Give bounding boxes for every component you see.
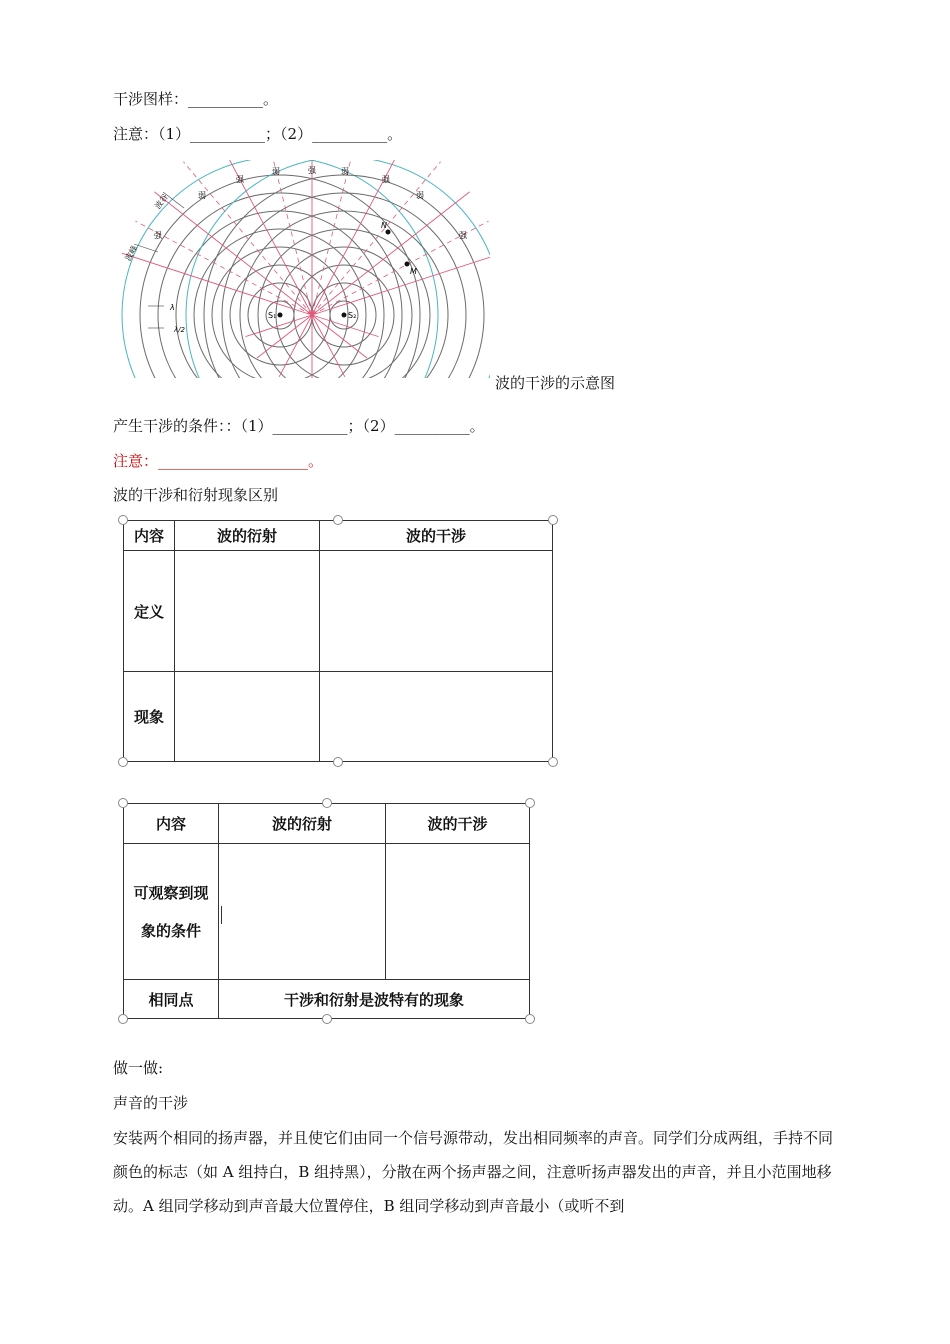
label-lambda: λ [170,303,175,312]
text-cursor [221,906,222,924]
table2-row-common: 相同点 [124,980,219,1019]
label-strong-1: 强 [236,175,244,184]
table1-header-content: 内容 [124,521,175,551]
table1-cell[interactable] [175,672,320,762]
label-n: N [381,221,387,230]
table1-row-phenomenon: 现象 [124,672,175,762]
comparison-table-2 [123,803,530,1019]
conditions-line: 产生干涉的条件：：（1）__________；（2）__________。 [113,417,485,435]
interference-pattern-line: 干涉图样：__________。 [113,90,279,108]
resize-handle[interactable] [525,798,535,808]
resize-handle[interactable] [548,757,558,767]
resize-handle[interactable] [333,515,343,525]
table2-header-content: 内容 [124,804,219,844]
activity-title: 做一做: [113,1059,164,1077]
resize-handle[interactable] [322,1014,332,1024]
source2-wavefronts [186,160,490,378]
interference-diagram [118,160,490,378]
source-s2 [342,313,347,318]
source-s1 [278,313,283,318]
table1-cell[interactable] [320,672,553,762]
note-red-line: 注意：____________________。 [113,452,324,470]
table2-header-diffraction: 波的衍射 [219,804,386,844]
table2-header-interference: 波的干涉 [386,804,530,844]
comparison-table-1 [123,520,553,762]
compare-title: 波的干涉和衍射现象区别 [113,486,279,504]
table1-row-definition: 定义 [124,551,175,672]
table2-cell[interactable] [219,844,386,980]
label-weak-2: 弱 [341,167,349,176]
table2-cell[interactable] [386,844,530,980]
resize-handle[interactable] [548,515,558,525]
table1-header-interference: 波的干涉 [320,521,553,551]
wavefront-circle [222,193,466,378]
label-crest: 波峰 [123,244,140,263]
resize-handle[interactable] [118,515,128,525]
label-strong-5: 强 [459,231,467,240]
table2-common-value: 干涉和衍射是波特有的现象 [219,980,530,1019]
label-s1: S₁ [268,311,277,320]
table1-cell[interactable] [175,551,320,672]
figure-caption: 波的干涉的示意图 [495,374,616,392]
label-weak-3: 弱 [416,191,424,200]
wavefront-circle [140,175,420,378]
wavefront-circle [158,193,402,378]
note-line-1: 注意：（1）__________；（2）__________。 [113,125,403,143]
activity-subtitle: 声音的干涉 [113,1094,189,1112]
label-weak-1: 弱 [272,167,280,176]
resize-handle[interactable] [525,1014,535,1024]
activity-body: 安装两个相同的扬声器，并且使它们由同一个信号源带动，发出相同频率的声音。同学们分成两组，手持不同颜色的标志（如 A 组持白，B 组持黑），分散在两个扬声器之间，注意听扬声器发出的声音，并且小范围地移动。A 组同学移动到声音最大位置停住，B 组同学移动到声音最小（或听不到 [113,1129,834,1215]
resize-handle[interactable] [118,798,128,808]
point-n [386,230,391,235]
wavefront-circle [204,175,484,378]
resize-handle[interactable] [118,757,128,767]
label-half-lambda: λ/2 [174,326,185,334]
table1-cell[interactable] [320,551,553,672]
resize-handle[interactable] [333,757,343,767]
point-m [405,262,410,267]
table1-header-diffraction: 波的衍射 [175,521,320,551]
label-strong-2: 强 [308,166,316,175]
table2-row-conditions: 可观察到现象的条件 [124,844,219,980]
resize-handle[interactable] [322,798,332,808]
label-weak-4: 弱 [198,191,206,200]
label-trough: 波谷 [153,192,170,211]
label-m: M [410,267,417,276]
resize-handle[interactable] [118,1014,128,1024]
label-strong-3: 强 [382,175,390,184]
label-s2: S₂ [348,311,357,320]
label-strong-4: 强 [154,231,162,240]
strong-line [312,253,490,315]
